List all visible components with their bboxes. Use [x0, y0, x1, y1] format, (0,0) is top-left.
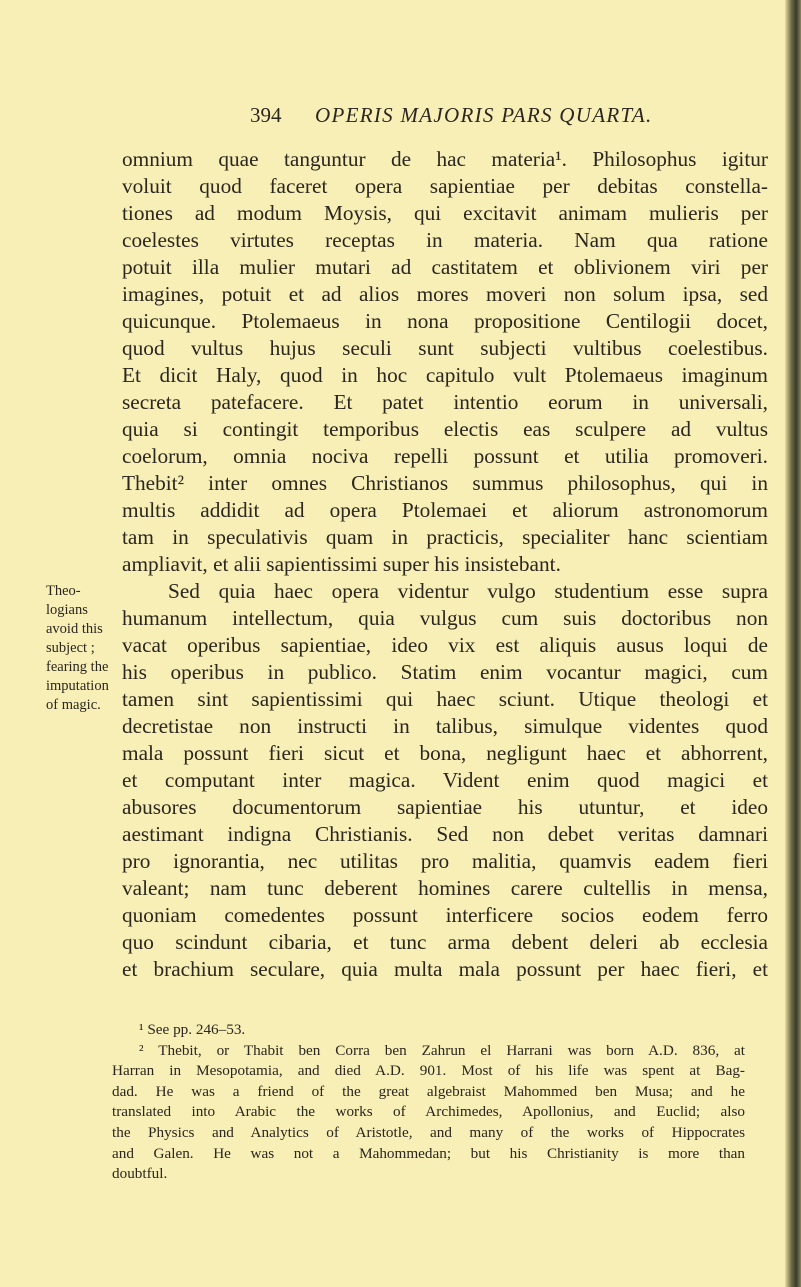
text-line: decretistae non instructi in talibus, simulque videntes quod — [122, 714, 768, 738]
footnote-line: doubtful. — [112, 1165, 168, 1183]
text-line: Et dicit Haly, quod in hoc capitulo vult Ptolemaeus imaginum — [122, 363, 768, 387]
text-line: voluit quod faceret opera sapientiae per debitas constella- — [122, 174, 768, 198]
footnote-line: ² Thebit, or Thabit ben Corra ben Zahrun el Harrani was born A.D. 836, at — [139, 1041, 745, 1059]
text-line: et computant inter magica. Vident enim quod magici et — [122, 768, 768, 792]
page-number: 394 — [250, 103, 282, 127]
text-line: potuit illa mulier mutari ad castitatem et oblivionem viri per — [122, 255, 768, 279]
text-line: imagines, potuit et ad alios mores moveri non solum ipsa, sed — [122, 282, 768, 306]
text-line: his operibus in publico. Statim enim vocantur magici, cum — [122, 660, 768, 684]
margin-note — [46, 582, 118, 715]
margin-note-line: logians — [46, 602, 88, 618]
margin-note-line: subject ; — [46, 640, 95, 656]
text-line: quoniam comedentes possunt interficere socios eodem ferro — [122, 903, 768, 927]
text-line: tam in speculativis quam in practicis, specialiter hanc scientiam — [122, 525, 768, 549]
page-header — [250, 103, 770, 129]
text-line: mala possunt fieri sicut et bona, negligunt haec et abhorrent, — [122, 741, 768, 765]
margin-note-line: Theo- — [46, 583, 81, 599]
text-line: multis addidit ad opera Ptolemaei et aliorum astronomorum — [122, 498, 768, 522]
text-line: tiones ad modum Moysis, qui excitavit animam mulieris per — [122, 201, 768, 225]
footnote-line: ¹ See pp. 246–53. — [139, 1021, 246, 1038]
footnote-line: and Galen. He was not a Mahommedan; but his Christianity is more than — [112, 1144, 745, 1162]
book-binding-edge — [785, 0, 801, 1287]
footnote-line: the Physics and Analytics of Aristotle, and many of the works of Hippocrates — [112, 1123, 745, 1141]
text-line: pro ignorantia, nec utilitas pro malitia, quamvis eadem fieri — [122, 849, 768, 873]
margin-note-line: of magic. — [46, 697, 101, 713]
text-line: humanum intellectum, quia vulgus cum suis doctoribus non — [122, 606, 768, 630]
running-title: OPERIS MAJORIS PARS QUARTA. — [315, 103, 653, 127]
text-line: vacat operibus sapientiae, ideo vix est aliquis ausus loqui de — [122, 633, 768, 657]
text-line: ampliavit, et alii sapientissimi super his insistebant. — [122, 552, 561, 576]
text-line: coelestes virtutes receptas in materia. Nam qua ratione — [122, 228, 768, 252]
text-line: valeant; nam tunc deberent homines carere cultellis in mensa, — [122, 876, 768, 900]
margin-note-line: avoid this — [46, 621, 103, 637]
footnote-line: dad. He was a friend of the great algebraist Mahommed ben Musa; and he — [112, 1082, 745, 1100]
footnotes — [112, 1020, 745, 1185]
text-line: Sed quia haec opera videntur vulgo studentium esse supra — [168, 579, 768, 603]
text-line: omnium quae tanguntur de hac materia¹. Philosophus igitur — [122, 147, 768, 171]
footnote-line: translated into Arabic the works of Archimedes, Apollonius, and Euclid; also — [112, 1103, 745, 1121]
text-line: quod vultus hujus seculi sunt subjecti vultibus coelestibus. — [122, 336, 768, 360]
text-line: quo scindunt cibaria, et tunc arma debent deleri ab ecclesia — [122, 930, 768, 954]
text-line: abusores documentorum sapientiae his utuntur, et ideo — [122, 795, 768, 819]
text-line: secreta patefacere. Et patet intentio eorum in universali, — [122, 390, 768, 414]
text-line: et brachium seculare, quia multa mala possunt per haec fieri, et — [122, 957, 768, 981]
main-text — [122, 146, 768, 983]
text-line: quia si contingit temporibus electis eas sculpere ad vultus — [122, 417, 768, 441]
margin-note-line: fearing the — [46, 659, 109, 675]
margin-note-line: imputation — [46, 678, 109, 694]
text-line: coelorum, omnia nociva repelli possunt et utilia promoveri. — [122, 444, 768, 468]
text-line: quicunque. Ptolemaeus in nona propositione Centilogii docet, — [122, 309, 768, 333]
text-line: aestimant indigna Christianis. Sed non debet veritas damnari — [122, 822, 768, 846]
text-line: tamen sint sapientissimi qui haec sciunt. Utique theologi et — [122, 687, 768, 711]
text-line: Thebit² inter omnes Christianos summus philosophus, qui in — [122, 471, 768, 495]
footnote-line: Harran in Mesopotamia, and died A.D. 901. Most of his life was spent at Bag- — [112, 1062, 745, 1080]
